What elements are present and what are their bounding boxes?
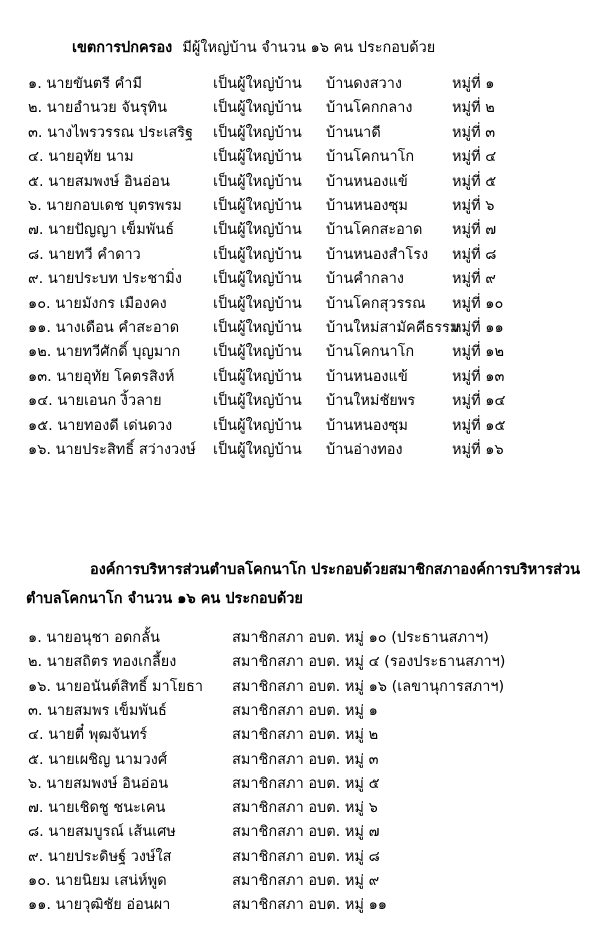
table-row: [0, 145, 616, 168]
headman-moo: หมู่ที่ ๒: [452, 100, 495, 117]
member-name: ๗. นายเชิดชู ชนะเคน: [28, 800, 166, 817]
table-row: [0, 438, 616, 461]
headman-role: เป็นผู้ใหญ่บ้าน: [213, 417, 302, 434]
list-item: [0, 869, 616, 892]
headman-moo: หมู่ที่ ๙: [452, 271, 496, 288]
member-position: สมาชิกสภา อบต. หมู่ ๓: [232, 751, 379, 768]
member-position: สมาชิกสภา อบต. หมู่ ๔ (รองประธานสภาฯ): [232, 654, 506, 671]
headman-name: ๔. นายอุทัย นาม: [28, 149, 134, 166]
headman-moo: หมู่ที่ ๑๓: [452, 368, 505, 385]
member-name: ๑๖. นายอนันต์สิทธิ์ มาโยธา: [28, 678, 203, 695]
table-row: [0, 170, 616, 193]
headman-moo: หมู่ที่ ๗: [452, 222, 497, 239]
headman-moo: หมู่ที่ ๑๑: [452, 320, 504, 336]
member-position: สมาชิกสภา อบต. หมู่ ๑๐ (ประธานสภาฯ): [232, 630, 489, 646]
headman-moo: หมู่ที่ ๑: [452, 76, 495, 92]
member-position: สมาชิกสภา อบต. หมู่ ๑๖ (เลขานุการสภาฯ): [232, 678, 505, 695]
headman-village: บ้านหนองซุม: [326, 417, 408, 434]
headman-village: บ้านหนองสำโรง: [326, 246, 429, 263]
headman-village: บ้านโคกกลาง: [326, 100, 413, 117]
headman-village: บ้านใหม่ชัยพร: [326, 393, 416, 410]
headman-moo: หมู่ที่ ๑๕: [452, 417, 506, 434]
headman-role: เป็นผู้ใหญ่บ้าน: [213, 149, 302, 166]
list-item: [0, 723, 616, 746]
member-position: สมาชิกสภา อบต. หมู่ ๙: [232, 873, 380, 889]
table-row: [0, 316, 616, 339]
headman-name: ๑๑. นางเดือน คำสะอาด: [28, 320, 180, 336]
headman-role: เป็นผู้ใหญ่บ้าน: [213, 100, 302, 117]
headman-moo: หมู่ที่ ๑๐: [452, 295, 504, 312]
table-row: [0, 292, 616, 315]
headman-role: เป็นผู้ใหญ่บ้าน: [213, 246, 302, 263]
member-name: ๑๑. นายวุฒิชัย อ่อนผา: [28, 897, 171, 914]
table-row: [0, 365, 616, 388]
table-row: [0, 96, 616, 119]
village-headmen-heading: [72, 36, 435, 59]
headman-name: ๓. นางไพรวรรณ ประเสริฐ: [28, 124, 194, 141]
council-heading-line2: ตำบลโคกนาโก จำนวน ๑๖ คน ประกอบด้วย: [26, 591, 303, 607]
headman-name: ๘. นายทวี คำดาว: [28, 246, 141, 263]
member-position: สมาชิกสภา อบต. หมู่ ๗: [232, 824, 380, 841]
headman-village: บ้านโคกนาโก: [326, 344, 415, 361]
headman-name: ๕. นายสมพงษ์ อินอ่อน: [28, 173, 170, 190]
member-name: ๒. นายสถิตร ทองเกลี้ยง: [28, 654, 177, 671]
member-name: ๓. นายสมพร เข็มพันธ์: [28, 702, 167, 719]
member-position: สมาชิกสภา อบต. หมู่ ๒: [232, 727, 379, 744]
headman-role: เป็นผู้ใหญ่บ้าน: [213, 173, 302, 190]
headman-role: เป็นผู้ใหญ่บ้าน: [213, 222, 302, 239]
headman-village: บ้านหนองแข้: [326, 173, 408, 190]
headman-village: บ้านคำกลาง: [326, 271, 404, 288]
member-position: สมาชิกสภา อบต. หมู่ ๕: [232, 775, 380, 792]
list-item: [0, 820, 616, 843]
member-position: สมาชิกสภา อบต. หมู่ ๑: [232, 702, 378, 719]
headman-role: เป็นผู้ใหญ่บ้าน: [213, 198, 302, 214]
headman-village: บ้านดงสวาง: [326, 76, 402, 92]
list-item: [0, 845, 616, 868]
member-name: ๕. นายเผชิญ นามวงศ์: [28, 751, 168, 768]
headman-name: ๑๓. นายอุทัย โคตรสิงห์: [28, 368, 175, 385]
member-name: ๔. นายตี๋ พุฒจันทร์: [28, 727, 148, 744]
list-item: [0, 626, 616, 649]
headman-name: ๑๒. นายทวีศักดิ์ บุญมาก: [28, 344, 181, 361]
headman-village: บ้านอ่างทอง: [326, 442, 403, 458]
headman-role: เป็นผู้ใหญ่บ้าน: [213, 393, 302, 410]
headman-moo: หมู่ที่ ๔: [452, 149, 497, 166]
headman-moo: หมู่ที่ ๕: [452, 173, 497, 190]
member-position: สมาชิกสภา อบต. หมู่ ๑๑: [232, 897, 388, 914]
headman-role: เป็นผู้ใหญ่บ้าน: [213, 442, 302, 458]
table-row: [0, 340, 616, 363]
headman-name: ๒. นายอำนวย จันรุทิน: [28, 100, 168, 117]
headman-role: เป็นผู้ใหญ่บ้าน: [213, 295, 302, 312]
member-position: สมาชิกสภา อบต. หมู่ ๖: [232, 800, 378, 817]
table-row: [0, 267, 616, 290]
table-row: [0, 121, 616, 144]
table-row: [0, 389, 616, 412]
headman-moo: หมู่ที่ ๘: [452, 246, 497, 263]
headman-moo: หมู่ที่ ๑๖: [452, 442, 504, 458]
village-headmen-heading-rest: มีผู้ใหญ่บ้าน จำนวน ๑๖ คน ประกอบด้วย: [182, 40, 436, 56]
headman-role: เป็นผู้ใหญ่บ้าน: [213, 344, 302, 361]
headman-village: บ้านโคกสุวรรณ: [326, 295, 426, 312]
list-item: [0, 772, 616, 795]
headman-role: เป็นผู้ใหญ่บ้าน: [213, 271, 302, 288]
headman-name: ๑๖. นายประสิทธิ์ สว่างวงษ์: [28, 442, 196, 458]
member-name: ๑. นายอนุชา อดกลั้น: [28, 630, 160, 646]
headman-village: บ้านโคกสะอาด: [326, 222, 423, 239]
headman-village: บ้านใหม่สามัคคีธรรม: [326, 320, 460, 336]
member-name: ๙. นายประดิษฐ์ วงษ์ใส: [28, 848, 172, 865]
headman-role: เป็นผู้ใหญ่บ้าน: [213, 320, 302, 336]
table-row: [0, 72, 616, 95]
council-heading-line1: องค์การบริหารส่วนตำบลโคกนาโก ประกอบด้วยสมาชิกสภาองค์การบริหารส่วน: [90, 562, 580, 578]
headman-name: ๑๐. นายมังกร เมืองคง: [28, 295, 167, 312]
headman-name: ๗. นายปัญญา เข็มพันธ์: [28, 222, 175, 239]
headman-name: ๙. นายประบท ประชามิ่ง: [28, 271, 182, 288]
headman-role: เป็นผู้ใหญ่บ้าน: [213, 368, 302, 385]
table-row: [0, 243, 616, 266]
headman-name: ๖. นายกอบเดช บุตรพรม: [28, 198, 182, 214]
list-item: [0, 675, 616, 698]
member-name: ๖. นายสมพงษ์ อินอ่อน: [28, 775, 169, 792]
table-row: [0, 194, 616, 217]
headman-name: ๑๕. นายทองดี เด่นดวง: [28, 417, 173, 434]
list-item: [0, 796, 616, 819]
member-position: สมาชิกสภา อบต. หมู่ ๘: [232, 848, 380, 865]
list-item: [0, 699, 616, 722]
list-item: [0, 748, 616, 771]
list-item: [0, 893, 616, 916]
headman-moo: หมู่ที่ ๑๔: [452, 393, 506, 410]
table-row: [0, 218, 616, 241]
headman-moo: หมู่ที่ ๖: [452, 198, 495, 214]
list-item: [0, 650, 616, 673]
headman-village: บ้านนาดี: [326, 124, 381, 141]
headman-role: เป็นผู้ใหญ่บ้าน: [213, 124, 302, 141]
headman-name: ๑๔. นายเอนก งิ้วลาย: [28, 393, 162, 410]
member-name: ๑๐. นายนิยม เสน่ห์พูด: [28, 873, 167, 889]
village-headmen-heading-bold: เขตการปกครอง: [72, 40, 173, 56]
headman-moo: หมู่ที่ ๑๒: [452, 344, 505, 361]
headman-moo: หมู่ที่ ๓: [452, 124, 496, 141]
headman-role: เป็นผู้ใหญ่บ้าน: [213, 76, 302, 92]
member-name: ๘. นายสมบูรณ์ เส้นเศษ: [28, 824, 176, 841]
headman-name: ๑. นายขันตรี คำมี: [28, 76, 143, 92]
table-row: [0, 414, 616, 437]
headman-village: บ้านโคกนาโก: [326, 149, 415, 166]
headman-village: บ้านหนองแข้: [326, 368, 408, 385]
headman-village: บ้านหนองซุม: [326, 198, 408, 214]
